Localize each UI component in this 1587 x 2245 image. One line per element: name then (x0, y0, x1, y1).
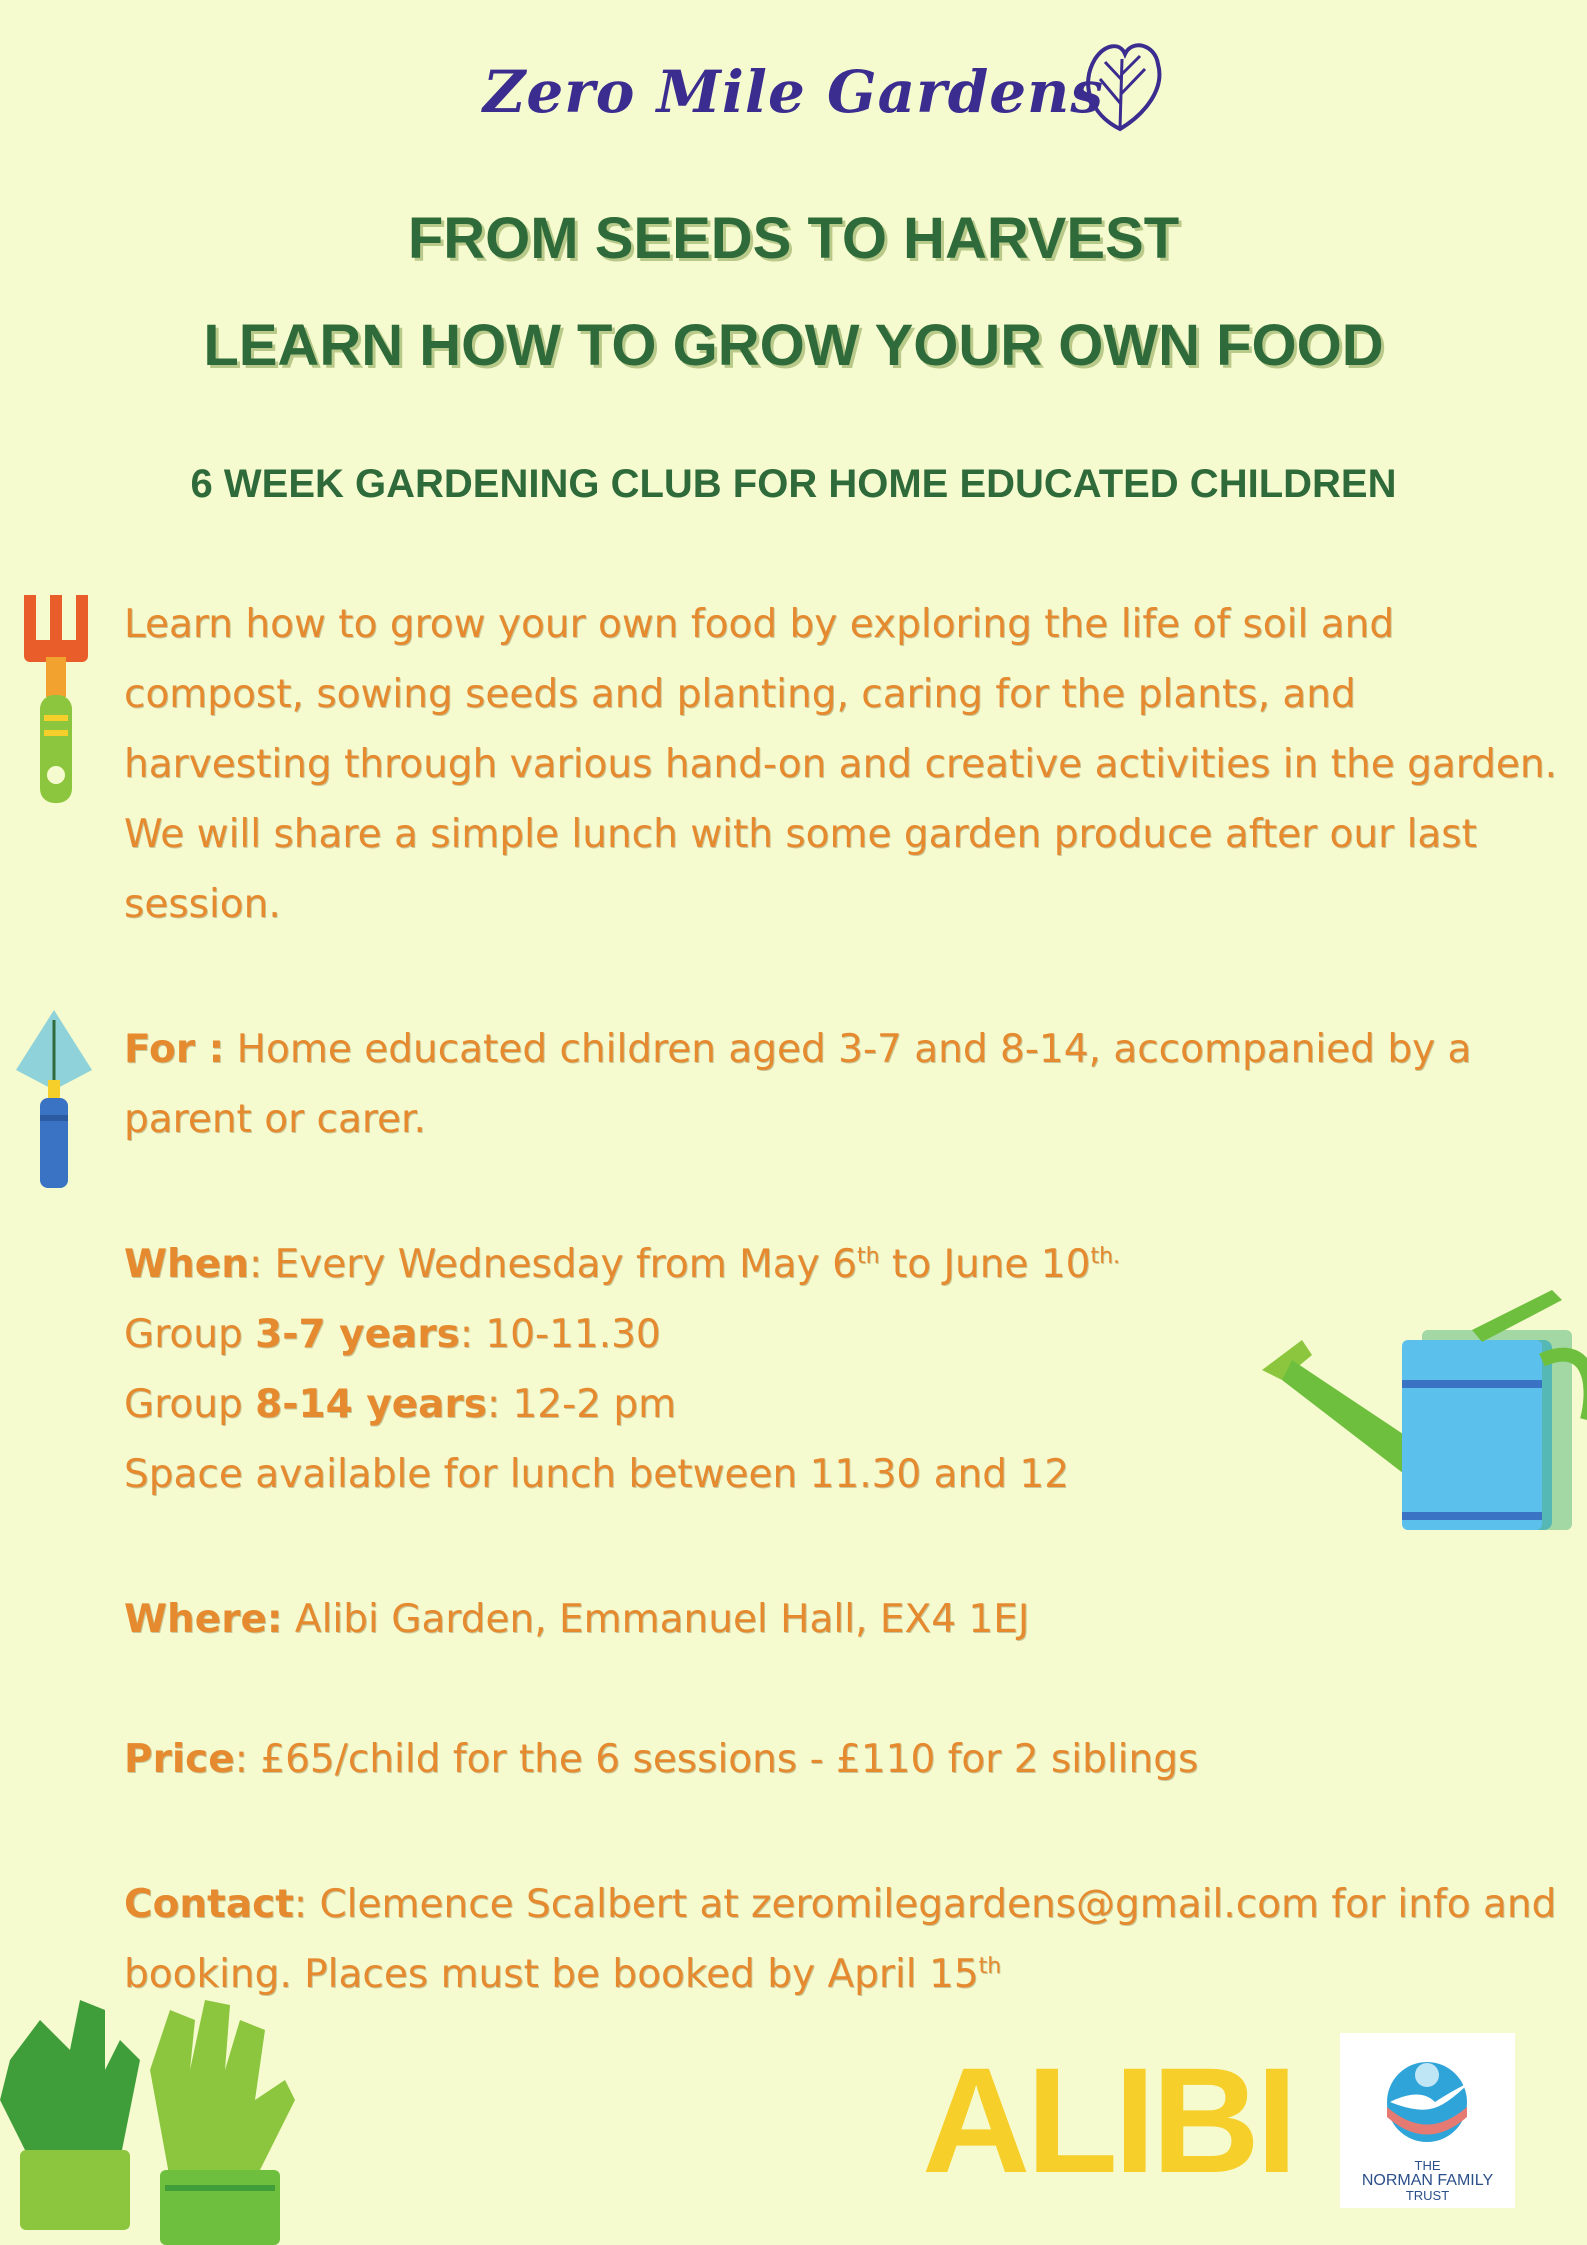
location-text: Alibi Garden, Emmanuel Hall, EX4 1EJ (282, 1597, 1030, 1642)
alibi-logo: ALIBI (922, 2036, 1294, 2204)
trust-emblem-icon (1375, 2047, 1480, 2152)
subtitle: 6 WEEK GARDENING CLUB FOR HOME EDUCATED CHILDREN (190, 462, 1397, 506)
price-text: : £65/child for the 6 sessions - £110 for 2 siblings (234, 1737, 1199, 1782)
intro-paragraph: Learn how to grow your own food by exploring the life of soil and compost, sowing seeds and planting, caring for the plants, and harvesting through various hand-on and creative activities in the garden. We will share a simple lunch with some garden produce after our last session. (124, 602, 1558, 927)
group-prefix: Group (124, 1382, 256, 1427)
price-label: Price (124, 1737, 235, 1782)
schedule-line (124, 1230, 1564, 1300)
trust-name-line3: TRUST (1405, 2188, 1450, 2203)
group-age: 8-14 years (255, 1382, 487, 1427)
group-age: 3-7 years (255, 1312, 460, 1357)
group-prefix: Group (124, 1312, 256, 1357)
audience-text: Home educated children aged 3-7 and 8-14, accompanied by a parent or carer. (124, 1027, 1472, 1142)
schedule-text-b: to June 10 (879, 1242, 1091, 1287)
trust-name-line2: NORMAN FAMILY (1361, 2172, 1494, 2189)
garden-fork-icon (16, 595, 96, 805)
group-younger-line (124, 1300, 1564, 1370)
group-older-line (124, 1370, 1564, 1440)
brand-title: Zero Mile Gardens (483, 58, 1104, 126)
chard-leaf-icon (1070, 34, 1170, 134)
norman-family-trust-logo (1340, 2033, 1515, 2208)
headline-secondary: LEARN HOW TO GROW YOUR OWN FOOD (203, 313, 1384, 378)
headline-primary: FROM SEEDS TO HARVEST (407, 206, 1180, 271)
location-label: Where: (124, 1597, 283, 1642)
group-time: : 12-2 pm (486, 1382, 677, 1427)
schedule-sup-a: th (856, 1244, 880, 1269)
garden-trowel-icon (14, 1010, 94, 1190)
schedule-sup-b: th. (1090, 1244, 1120, 1269)
location-line (124, 1585, 1564, 1655)
contact-line (124, 1870, 1564, 2010)
lunch-line: Space available for lunch between 11.30 and 12 (124, 1452, 1070, 1497)
trust-name-line1: THE (1414, 2158, 1441, 2173)
price-line (124, 1725, 1564, 1795)
contact-label: Contact (124, 1882, 294, 1927)
group-time: : 10-11.30 (459, 1312, 661, 1357)
audience-label: For : (124, 1027, 225, 1072)
contact-sup: th (978, 1954, 1002, 1979)
gardening-gloves-icon (0, 1980, 300, 2245)
schedule-text-a: : Every Wednesday from May 6 (249, 1242, 857, 1287)
schedule-label: When (124, 1242, 249, 1287)
contact-text: : Clemence Scalbert at zeromilegardens@gmail.com for info and booking. Places must be booked by April 15 (124, 1882, 1557, 1997)
audience-line (124, 1015, 1564, 1155)
